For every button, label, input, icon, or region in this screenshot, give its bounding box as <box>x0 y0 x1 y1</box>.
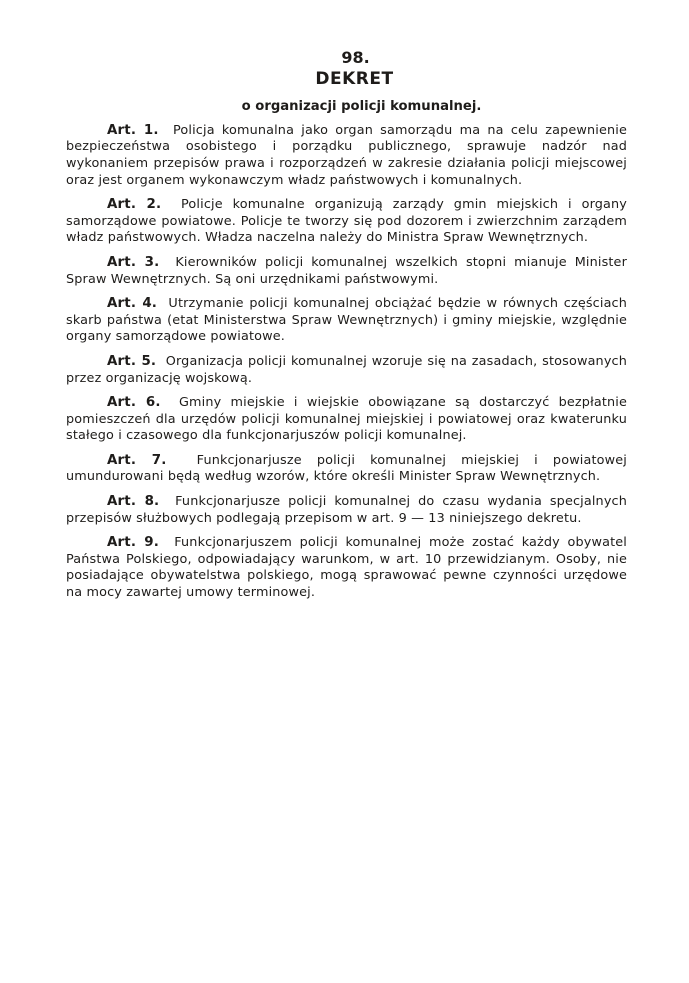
article-text: Organizacja policji komunalnej wzoruje się na zasadach, stosowanych przez organizację wojskową. <box>66 353 627 386</box>
article-text: Funkcjonarjusze policji komunalnej do czasu wydania specjalnych przepisów służbowych podlegają przepisom w art. 9 — 13 niniejszego dekretu. <box>66 494 627 526</box>
article-text: Utrzymanie policji komunalnej obciążać będzie w równych częściach skarb państwa (etat Ministerstwa Spraw Wewnętrznych) i gminy miejskie, względnie organy samorządowe powiatowe. <box>66 296 628 345</box>
article-label: Art. 2. <box>107 197 162 213</box>
article-7 <box>66 453 627 486</box>
article-3 <box>66 255 627 288</box>
decree-title: DEKRET <box>315 68 394 89</box>
article-text: Policje komunalne organizują zarządy gmin miejskich i organy samorządowe powiatowe. Policje te tworzy się pod dozorem i zwierzchnim zarządem władz państwowych. Władza naczelna należy do Ministra Spraw Wewnętrznych. <box>66 197 628 246</box>
article-text: Gminy miejskie i wiejskie obowiązane są dostarczyć bezpłatnie pomieszczeń dla urzędów policji komunalnej miejskiej i powiatowej oraz kwaterunku stałego i czasowego dla funkcjonarjuszów policji komunalnej. <box>66 395 627 444</box>
article-label: Art. 3. <box>107 254 160 270</box>
article-text: Kierowników policji komunalnej wszelkich stopni mianuje Minister Spraw Wewnętrznych. Są oni urzędnikami państwowymi. <box>66 254 627 287</box>
article-label: Art. 8. <box>107 494 160 510</box>
article-2 <box>66 197 627 247</box>
document-page <box>66 40 627 610</box>
article-5 <box>66 354 627 387</box>
article-1 <box>66 123 627 189</box>
article-4 <box>66 296 627 346</box>
article-label: Art. 7. <box>107 452 167 468</box>
article-9 <box>66 535 627 601</box>
decree-number: 98. <box>341 48 370 67</box>
article-text: Funkcjonarjuszem policji komunalnej może zostać każdy obywatel Państwa Polskiego, odpowiadający warunkom, w art. 10 przewidzianym. Osoby, nie posiadające obywatelstwa polskiego, mogą sprawować pewne czynności urzędowe na mocy zawartej umowy terminowej. <box>66 535 628 601</box>
article-text: Funkcjonarjusze policji komunalnej miejskiej i powiatowej umundurowani będą według wzorów, które określi Minister Spraw Wewnętrznych. <box>66 452 627 485</box>
article-label: Art. 5. <box>107 353 157 369</box>
article-label: Art. 9. <box>107 535 159 551</box>
article-8 <box>66 494 627 527</box>
decree-subtitle: o organizacji policji komunalnej. <box>241 99 482 115</box>
article-6 <box>66 395 627 445</box>
article-label: Art. 6. <box>107 395 161 411</box>
article-label: Art. 1. <box>107 122 159 138</box>
article-text: Policja komunalna jako organ samorządu ma na celu zapewnienie bezpieczeństwa osobistego i porządku publicznego, sprawuje nadzór nad wykonaniem przepisów prawa i rozporządzeń w zakresie działania policji miejscowej oraz jest organem wykonawczym władz państwowych i komunalnych. <box>66 122 628 188</box>
article-label: Art. 4. <box>107 296 158 312</box>
